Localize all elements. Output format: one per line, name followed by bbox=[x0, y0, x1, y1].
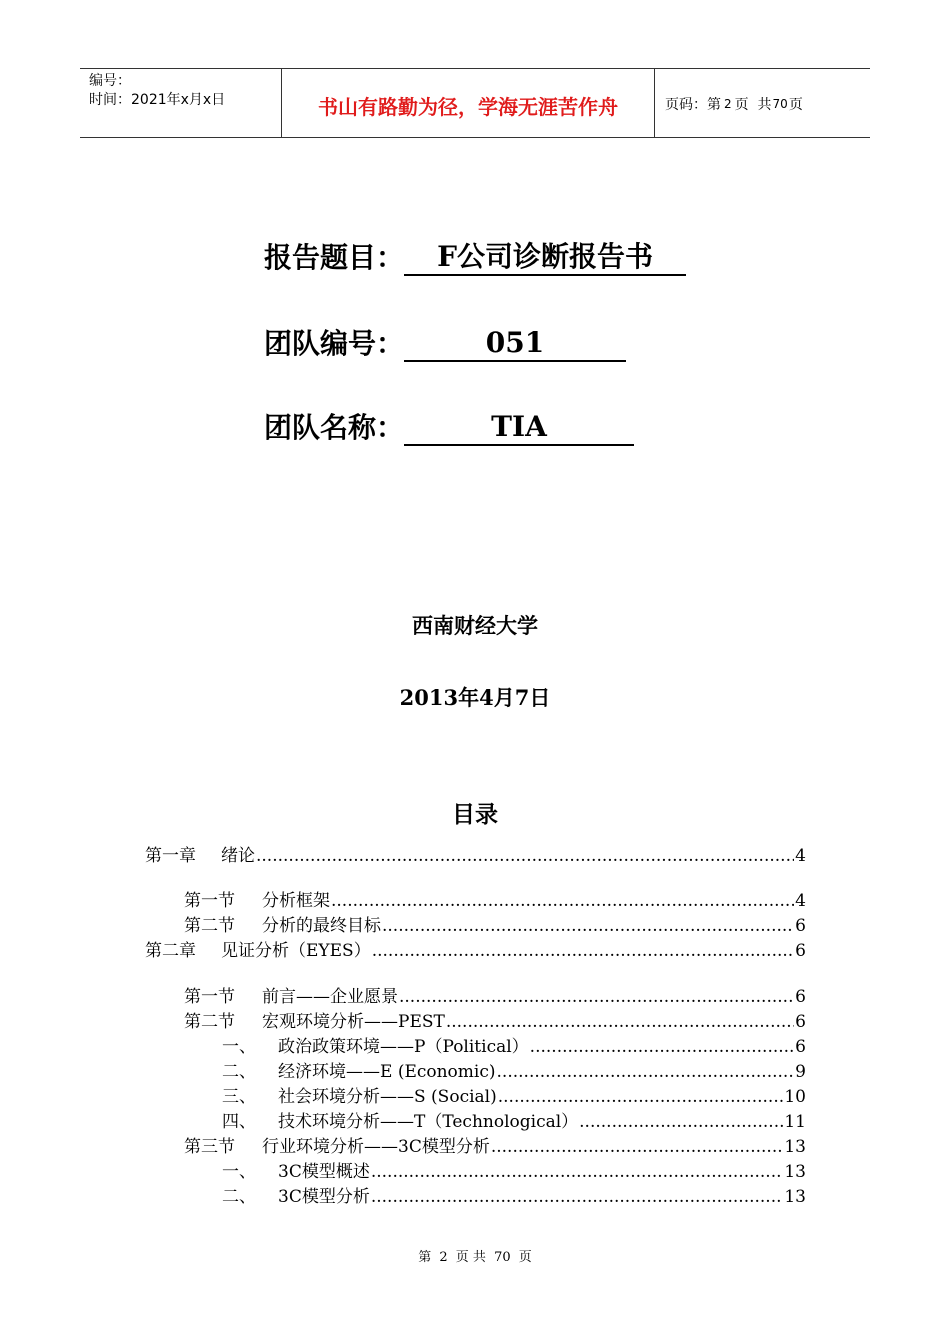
toc-leader-dots bbox=[579, 1112, 783, 1132]
toc-leader-dots bbox=[498, 1087, 784, 1107]
toc-entry[interactable] bbox=[145, 841, 806, 865]
toc-entry-number: 第一章 bbox=[145, 846, 196, 866]
toc-entry-page: 10 bbox=[784, 1087, 806, 1107]
toc-title: 目录 bbox=[452, 802, 498, 828]
team-name-field bbox=[264, 406, 634, 446]
toc-entry[interactable] bbox=[184, 886, 806, 910]
toc-leader-dots bbox=[382, 916, 794, 936]
footer-mid: 页 共 bbox=[455, 1250, 486, 1265]
toc-leader-dots bbox=[497, 1062, 795, 1082]
toc-entry[interactable] bbox=[222, 1082, 806, 1106]
toc-leader-dots bbox=[399, 987, 794, 1007]
header-number-label: 编号： bbox=[89, 73, 131, 89]
toc-entry[interactable] bbox=[184, 911, 806, 935]
toc-entry-text: 分析的最终目标 bbox=[262, 916, 381, 936]
toc-entry-page: 6 bbox=[795, 987, 806, 1007]
header-page-total: 70 bbox=[772, 97, 788, 111]
toc-entry[interactable] bbox=[222, 1182, 806, 1206]
header-time-label: 时间：2021年x月x日 bbox=[89, 92, 226, 108]
toc-entry-page: 6 bbox=[795, 916, 806, 936]
toc-entry[interactable] bbox=[184, 1132, 806, 1156]
team-number-label: 团队编号： bbox=[264, 327, 405, 360]
header-page-mid: 页 共 bbox=[734, 97, 772, 113]
toc-entry-number: 二、 bbox=[222, 1187, 256, 1207]
toc-entry-text: 见证分析（EYES） bbox=[221, 941, 371, 961]
toc-entry-text: 前言——企业愿景 bbox=[262, 987, 398, 1007]
toc-leader-dots bbox=[491, 1137, 784, 1157]
header-page-info bbox=[655, 69, 870, 137]
toc-entry-number: 第二节 bbox=[184, 1012, 235, 1032]
toc-leader-dots bbox=[256, 846, 794, 866]
toc-entry-text: 宏观环境分析——PEST bbox=[262, 1012, 445, 1032]
footer-page-number: 2 bbox=[439, 1250, 448, 1265]
toc-entry[interactable] bbox=[145, 936, 806, 960]
toc-entry-page: 9 bbox=[795, 1062, 806, 1082]
toc-entry-page: 11 bbox=[784, 1112, 806, 1132]
toc-entry[interactable] bbox=[222, 1032, 806, 1056]
toc-entry-page: 4 bbox=[795, 891, 806, 911]
report-title-value: F公司诊断报告书 bbox=[404, 240, 686, 276]
toc-entry-number: 三、 bbox=[222, 1087, 256, 1107]
toc-entry-page: 4 bbox=[795, 846, 806, 866]
report-date: 2013年4月7日 bbox=[399, 685, 551, 710]
header-left-cell bbox=[80, 69, 282, 137]
toc-entry-text: 社会环境分析——S (Social) bbox=[278, 1087, 497, 1107]
toc-entry-text: 经济环境——E (Economic) bbox=[278, 1062, 496, 1082]
report-title-field bbox=[264, 236, 686, 276]
toc-entry[interactable] bbox=[222, 1057, 806, 1081]
toc-entry-page: 13 bbox=[784, 1187, 806, 1207]
toc-entry-number: 第二节 bbox=[184, 916, 235, 936]
team-number-field bbox=[264, 322, 626, 362]
page-footer bbox=[0, 1246, 950, 1265]
toc-entry-page: 13 bbox=[784, 1162, 806, 1182]
toc-entry-number: 一、 bbox=[222, 1162, 256, 1182]
team-name-label: 团队名称： bbox=[264, 411, 405, 444]
toc-leader-dots bbox=[371, 1187, 784, 1207]
toc-entry-page: 6 bbox=[795, 1037, 806, 1057]
footer-suffix: 页 bbox=[518, 1250, 532, 1265]
toc-entry-number: 第二章 bbox=[145, 941, 196, 961]
toc-entry-page: 6 bbox=[795, 941, 806, 961]
footer-prefix: 第 bbox=[418, 1250, 432, 1265]
toc-leader-dots bbox=[372, 941, 794, 961]
toc-entry[interactable] bbox=[184, 982, 806, 1006]
team-name-value: TIA bbox=[404, 410, 634, 446]
toc-entry-number: 第三节 bbox=[184, 1137, 235, 1157]
toc-entry-text: 政治政策环境——P（Political） bbox=[278, 1037, 529, 1057]
toc-entry-page: 13 bbox=[784, 1137, 806, 1157]
toc-entry-number: 二、 bbox=[222, 1062, 256, 1082]
toc-entry[interactable] bbox=[184, 1007, 806, 1031]
report-title-label: 报告题目： bbox=[264, 241, 405, 274]
toc-entry-number: 第一节 bbox=[184, 891, 235, 911]
footer-page-total: 70 bbox=[494, 1250, 511, 1265]
header-page-suffix: 页 bbox=[788, 97, 803, 113]
toc-entry-number: 四、 bbox=[222, 1112, 256, 1132]
toc-entry[interactable] bbox=[222, 1107, 806, 1131]
university-name: 西南财经大学 bbox=[412, 614, 538, 638]
toc-entry-text: 分析框架 bbox=[262, 891, 330, 911]
toc-entry-text: 技术环境分析——T（Technological） bbox=[278, 1112, 579, 1132]
toc-entry-text: 3C模型概述 bbox=[278, 1162, 370, 1182]
header-motto: 书山有路勤为径，学海无涯苦作舟 bbox=[282, 69, 655, 137]
toc-entry-number: 一、 bbox=[222, 1037, 256, 1057]
toc-entry-text: 行业环境分析——3C模型分析 bbox=[262, 1137, 490, 1157]
toc-leader-dots bbox=[530, 1037, 795, 1057]
toc-leader-dots bbox=[446, 1012, 794, 1032]
toc-entry-text: 绪论 bbox=[221, 846, 255, 866]
toc-entry-text: 3C模型分析 bbox=[278, 1187, 370, 1207]
toc-entry[interactable] bbox=[222, 1157, 806, 1181]
toc-entry-page: 6 bbox=[795, 1012, 806, 1032]
team-number-value: 051 bbox=[404, 326, 626, 362]
page-header bbox=[80, 68, 870, 138]
toc-leader-dots bbox=[331, 891, 794, 911]
toc-leader-dots bbox=[371, 1162, 784, 1182]
toc-entry-number: 第一节 bbox=[184, 987, 235, 1007]
header-page-number: 2 bbox=[724, 97, 732, 111]
header-page-prefix: 页码：第 bbox=[665, 97, 721, 113]
